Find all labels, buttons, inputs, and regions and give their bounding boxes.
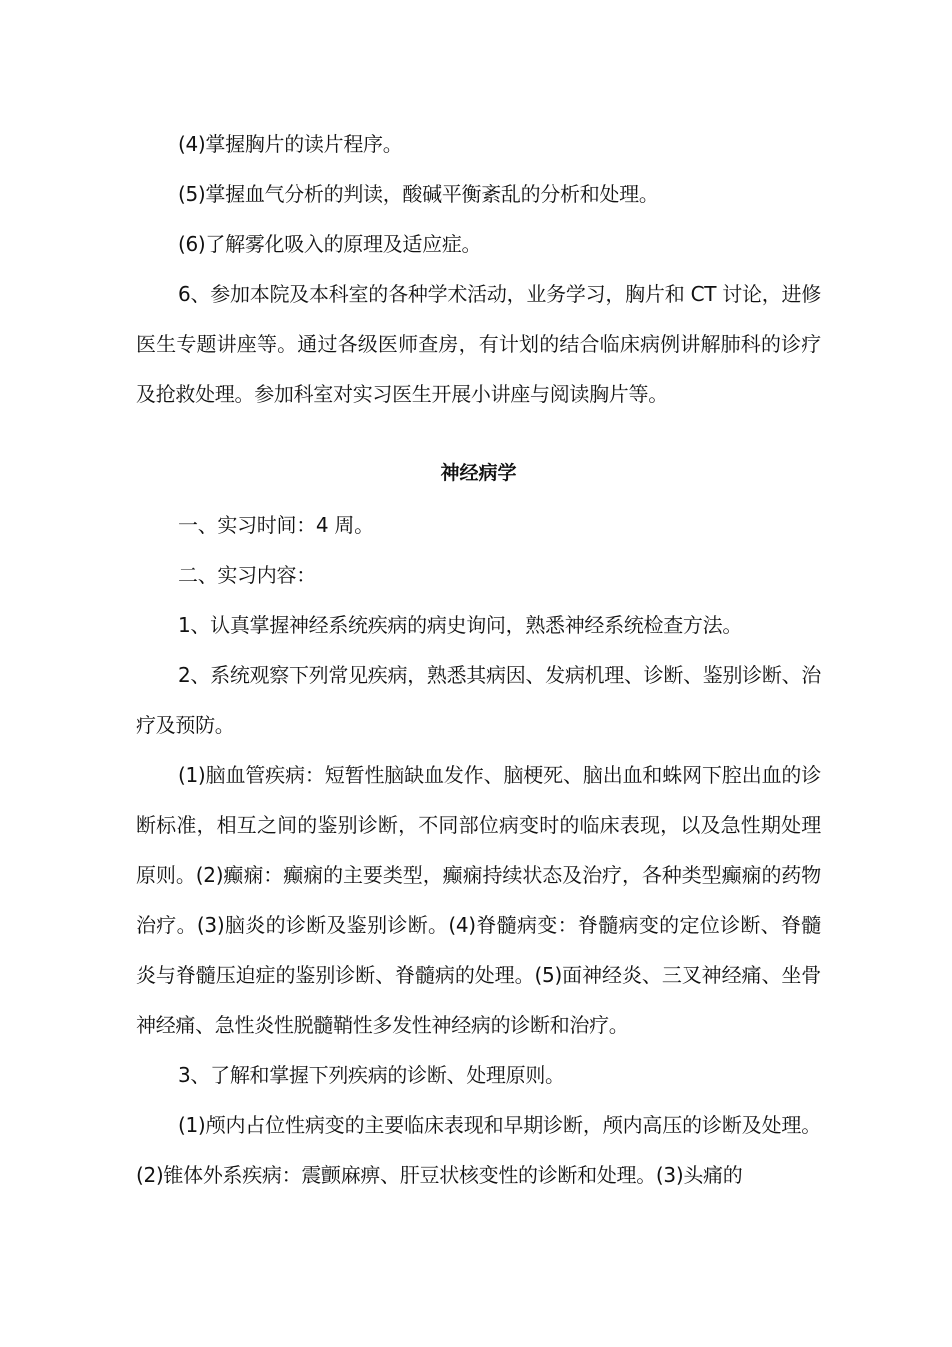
paragraph-history-taking: 1、认真掌握神经系统疾病的病史询问，熟悉神经系统检查方法。 <box>178 613 743 637</box>
paragraph-diagnosis-principles: 3、了解和掌握下列疾病的诊断、处理原则。 <box>178 1063 565 1087</box>
paragraph-intracranial-lesions: (1)颅内占位性病变的主要临床表现和早期诊断，颅内高压的诊断及处理。(2)锥体外系疾病：震颤麻痹、肝豆状核变性的诊断和处理。(3)头痛的 <box>136 1113 821 1187</box>
paragraph-common-diseases: 2、系统观察下列常见疾病，熟悉其病因、发病机理、诊断、鉴别诊断、治疗及预防。 <box>136 663 821 737</box>
paragraph-blood-gas-analysis: (5)掌握血气分析的判读，酸碱平衡紊乱的分析和处理。 <box>178 182 659 206</box>
paragraph-internship-content-heading: 二、实习内容： <box>178 563 316 587</box>
paragraph-disease-list: (1)脑血管疾病：短暂性脑缺血发作、脑梗死、脑出血和蛛网下腔出血的诊断标准，相互之间的鉴别诊断，不同部位病变时的临床表现，以及急性期处理原则。(2)癫痫：癫痫的主要类型，癫痫持续状态及治疗，各种类型癫痫的药物治疗。(3)脑炎的诊断及鉴别诊断。(4)脊髓病变：脊髓病变的定位诊断、脊髓炎与脊髓压迫症的鉴别诊断、脊髓病的处理。(5)面神经炎、三叉神经痛、坐骨神经痛、急性炎性脱髓鞘性多发性神经病的诊断和治疗。 <box>136 763 821 1037</box>
section-title-neurology: 神经病学 <box>440 462 517 484</box>
paragraph-nebulization: (6)了解雾化吸入的原理及适应症。 <box>178 232 482 256</box>
document-body <box>136 119 821 1200</box>
paragraph-academic-activities: 6、参加本院及本科室的各种学术活动，业务学习，胸片和 CT 讨论，进修医生专题讲座等。通过各级医师查房，有计划的结合临床病例讲解肺科的诊疗及抢救处理。参加科室对实习医生开展小讲座与阅读胸片等。 <box>136 282 821 406</box>
paragraph-internship-duration: 一、实习时间：4 周。 <box>178 513 374 537</box>
paragraph-chest-film-reading: (4)掌握胸片的读片程序。 <box>178 132 403 156</box>
